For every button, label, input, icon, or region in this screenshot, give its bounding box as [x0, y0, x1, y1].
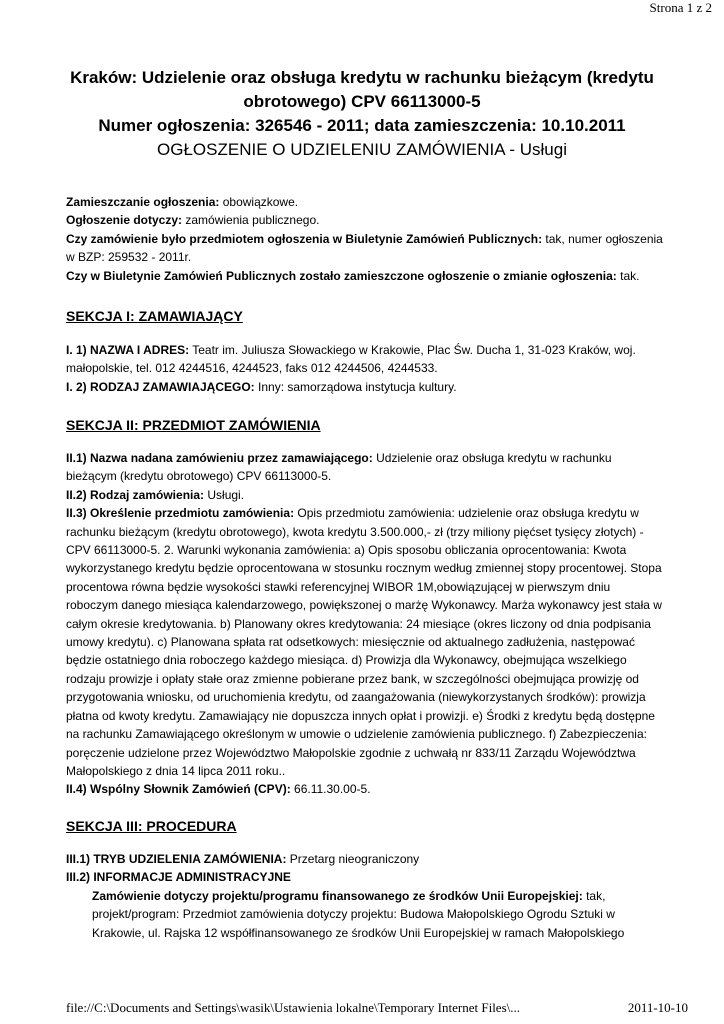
meta-value: tak, numer ogłoszenia w BZP: 259532 - 2011r. — [66, 231, 663, 265]
section-1-item — [66, 378, 664, 396]
meta-row — [66, 193, 666, 211]
item-label: II.2) Rodzaj zamówienia: — [66, 487, 205, 502]
item-label: I. 1) NAZWA I ADRES: — [66, 343, 190, 357]
item-label: Zamówienie dotyczy projektu/programu finansowanego ze środków Unii Europejskiej: — [92, 888, 583, 903]
item-value: Opis przedmiotu zamówienia: udzielenie oraz obsługa kredytu w rachunku bieżącym (kredytu obrotowego), kwota kredytu 3.500.000,- zł (trzy miliony pięćset tysięcy złotych) - CPV 66113000-5. 2. Warunki wykonania zamówienia: a) Opis sposobu obliczania oprocentowania: Kwota wykorzystanego kredytu będzie oprocentowana w stosunku rocznym według zmiennej stopy procentowej. Stopa procentowa równa będzie wysokości stawki referencyjnej WIBOR 1M,obowiązującej w pierwszym dniu roboczym danego miesiąca kalendarzowego, powiększonej o marżę Wykonawcy. Marża wykonawcy jest stała w całym okresie kredytowania. b) Planowany okres kredytowania: 24 miesiące (okres liczony od dnia podpisania umowy kredytu). c) Planowana spłata rat odsetkowych: miesięcznie od aktualnego zadłużenia, następować będzie ostatniego dnia roboczego każdego miesiąca. d) Prowizja dla Wykonawcy, obejmująca wszelkiego rodzaju prowizje i opłaty stałe oraz zmienne pobierane przez bank, w szczególności obejmująca prowizję od przygotowania wniosku, od uruchomienia kredytu, od zaangażowania (niewykorzystanych środków): prowizja płatna od kwoty kredytu. Zamawiający nie dopuszcza innych opłat i prowizji. e) Środki z kredytu będą dostępne na rachunku Zamawiającego określonym w umowie o udzielenie zamówienia publicznego. f) Zabezpieczenia: poręczenie udzielone przez Województwo Małopolskie zgodnie z uchwałą nr 833/11 Zarządu Województwa Małopolskiego z dnia 14 lipca 2011 roku.. — [66, 506, 662, 778]
document-header — [40, 66, 684, 162]
print-footer — [66, 1000, 688, 1016]
meta-label: Zamieszczanie ogłoszenia: — [66, 195, 220, 209]
meta-row — [66, 267, 666, 285]
item-value: Przetarg nieograniczony — [286, 852, 420, 866]
meta-value: obowiązkowe. — [219, 195, 299, 209]
item-value: tak, projekt/program: Przedmiot zamówienia dotyczy projektu: Budowa Małopolskiego Ogrodu Sztuki w Krakowie, ul. Rajska 12 współfinansowanego ze środków Unii Europejskiej w ramach Małopolskiego — [92, 888, 625, 940]
meta-label: Ogłoszenie dotyczy: — [66, 213, 183, 228]
meta-value: zamówienia publicznego. — [182, 213, 320, 228]
section-1-body — [66, 341, 664, 396]
meta-row — [66, 211, 666, 229]
title-line-1: Kraków: Udzielenie oraz obsługa kredytu w rachunku bieżącym (kredytu — [70, 68, 654, 87]
item-label: II.1) Nazwa nadana zamówieniu przez zamawiającego: — [66, 451, 373, 465]
announcement-meta — [66, 193, 666, 285]
item-value: Usługi. — [204, 487, 245, 502]
section-2-heading: SEKCJA II: PRZEDMIOT ZAMÓWIENIA — [66, 417, 321, 433]
section-1-item — [66, 341, 664, 378]
section-3-body — [66, 850, 664, 942]
footer-date: 2011-10-10 — [627, 1000, 688, 1015]
section-3-item — [66, 868, 664, 886]
item-value: Udzielenie oraz obsługa kredytu w rachunku bieżącym (kredytu obrotowego) CPV 66113000-5. — [66, 451, 612, 484]
section-3-heading: SEKCJA III: PROCEDURA — [66, 818, 237, 834]
item-value: Teatr im. Juliusza Słowackiego w Krakowie, Plac Św. Ducha 1, 31-023 Kraków, woj. małopolskie, tel. 012 4244516, 4244523, faks 012 4244506, 4244533. — [66, 343, 636, 376]
section-2-item — [66, 504, 664, 780]
item-label: II.4) Wspólny Słownik Zamówień (CPV): — [66, 782, 291, 797]
item-value: Inny: samorządowa instytucja kultury. — [254, 379, 457, 394]
announcement-number: Numer ogłoszenia: 326546 - 2011; data zamieszczenia: 10.10.2011 — [98, 116, 626, 135]
section-3-item — [66, 850, 664, 868]
page-number: Strona 1 z 2 — [649, 0, 712, 15]
meta-label: Czy w Biuletynie Zamówień Publicznych zostało zamieszczone ogłoszenie o zmianie ogłoszenia: — [66, 268, 617, 283]
announcement-type: OGŁOSZENIE O UDZIELENIU ZAMÓWIENIA - Usługi — [157, 140, 567, 159]
meta-value: tak. — [616, 268, 640, 283]
section-2-item — [66, 780, 664, 798]
item-label: III.2) INFORMACJE ADMINISTRACYJNE — [66, 870, 291, 885]
item-label: I. 2) RODZAJ ZAMAWIAJĄCEGO: — [66, 379, 255, 394]
section-2-item — [66, 449, 664, 486]
item-label: III.1) TRYB UDZIELENIA ZAMÓWIENIA: — [66, 852, 287, 866]
section-2-item — [66, 486, 664, 504]
section-2-body — [66, 449, 664, 799]
item-label: II.3) Określenie przedmiotu zamówienia: — [66, 506, 295, 521]
footer-file-path: file://C:\Documents and Settings\wasik\Ustawienia lokalne\Temporary Internet Files\... — [66, 1000, 520, 1015]
section-1-heading: SEKCJA I: ZAMAWIAJĄCY — [66, 308, 243, 324]
title-line-2: obrotowego) CPV 66113000-5 — [243, 92, 481, 111]
item-value: 66.11.30.00-5. — [290, 782, 371, 797]
section-3-subitem — [92, 887, 664, 942]
meta-row — [66, 230, 666, 267]
meta-label: Czy zamówienie było przedmiotem ogłoszenia w Biuletynie Zamówień Publicznych: — [66, 231, 543, 246]
